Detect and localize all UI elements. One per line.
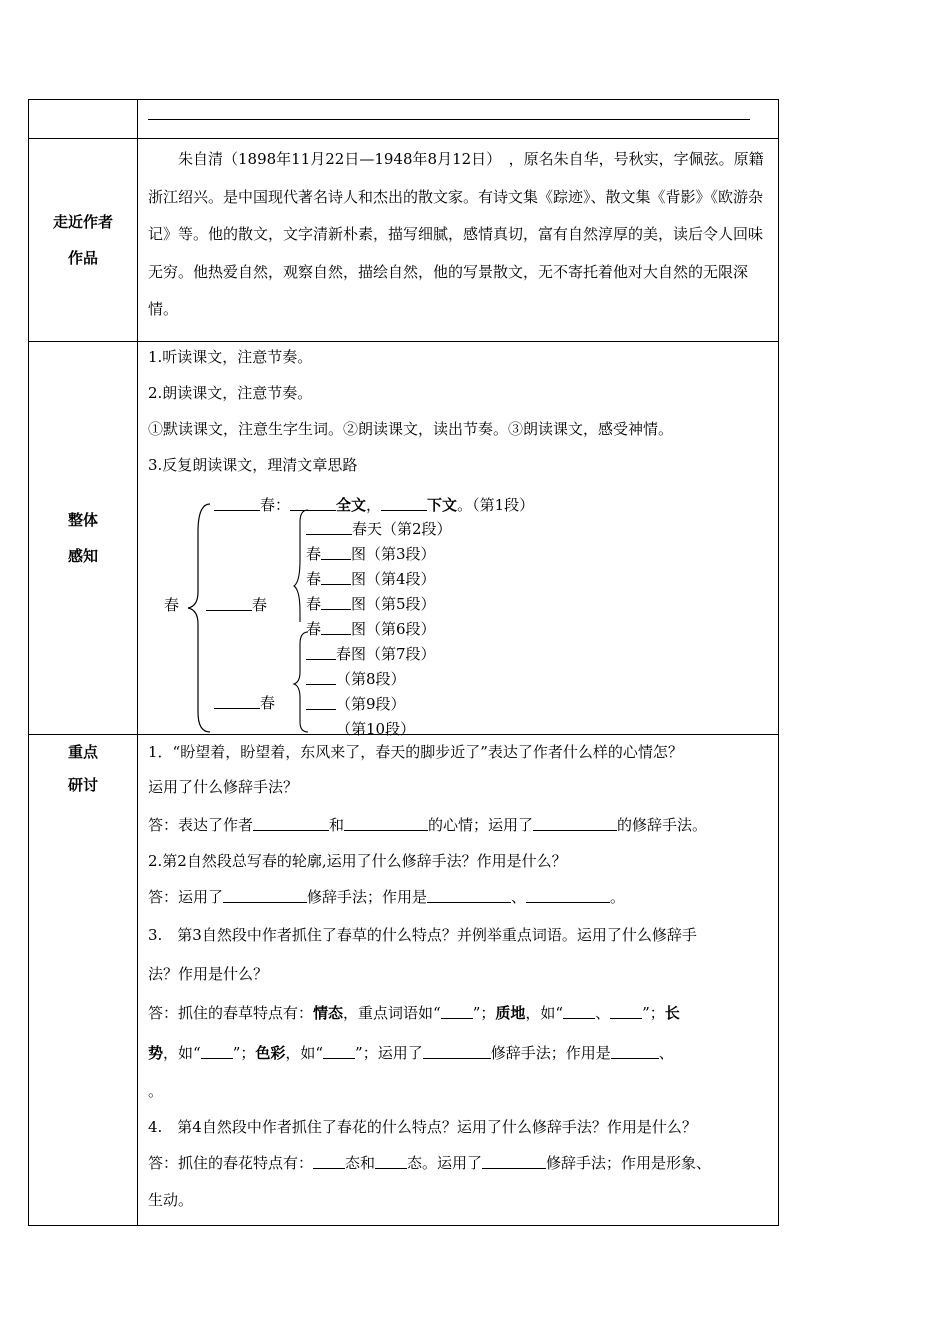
answer-text: 。 bbox=[610, 888, 626, 906]
answer-text: ，如“ bbox=[525, 1004, 564, 1022]
blank bbox=[223, 888, 307, 903]
answer-text: 、 bbox=[658, 1044, 674, 1062]
answer-3-line1 bbox=[148, 993, 770, 1033]
part3-item-text: 春图（第7段） bbox=[336, 645, 436, 663]
answer-text: ，如“ bbox=[285, 1044, 324, 1062]
part2-item-pre: 春 bbox=[306, 545, 322, 563]
answer-text: 和 bbox=[329, 816, 345, 834]
answer-4 bbox=[148, 1145, 770, 1181]
author-paragraph: 朱自清（1898年11月22日—1948年8月12日） ，原名朱自华，号秋实，字佩弦。原籍浙江绍兴。是中国现代著名诗人和杰出的散文家。有诗文集《踪迹》、散文集《背影》《欧游杂记》等。他的散文，文字清新朴素，描写细腻，感情真切，富有自然淳厚的美，读后令人回味无穷。他热爱自然，观察自然，描绘自然，他的写景散文，无不寄托着他对大自然的无限深情。 bbox=[148, 150, 764, 318]
overall-label-line2: 感知 bbox=[67, 547, 98, 565]
main-brace bbox=[188, 504, 210, 732]
answer-text: 答：运用了 bbox=[148, 888, 224, 906]
blank bbox=[306, 645, 336, 660]
blank bbox=[306, 520, 352, 535]
blank bbox=[611, 1044, 659, 1059]
part2-item-pre: 春 bbox=[306, 570, 322, 588]
question-2: 2.第2自然段总写春的轮廓,运用了什么修辞手法？作用是什么？ bbox=[148, 852, 567, 870]
answer-text: ”； bbox=[472, 1004, 496, 1022]
part1-bold2: 下文 bbox=[427, 496, 458, 514]
author-content bbox=[138, 139, 779, 342]
part3-item-text: （第8段） bbox=[336, 670, 406, 688]
author-label-line2: 作品 bbox=[67, 249, 98, 267]
blank-content-cell bbox=[138, 100, 779, 139]
blank-row bbox=[29, 100, 779, 139]
question-3-cont: 法？作用是什么？ bbox=[148, 965, 269, 983]
part2-item-text: 图（第4段） bbox=[351, 570, 436, 588]
tree-part2-label bbox=[206, 594, 267, 615]
blank bbox=[253, 816, 329, 831]
step-2: 2.朗读课文，注意节奏。 bbox=[148, 384, 313, 402]
part3-item-text: （第10段） bbox=[336, 720, 416, 738]
answer-4-cont: 生动。 bbox=[148, 1191, 194, 1209]
answer-2 bbox=[148, 879, 770, 915]
part2-item bbox=[306, 593, 436, 614]
blank bbox=[321, 570, 351, 585]
blank bbox=[290, 496, 336, 511]
blank bbox=[321, 595, 351, 610]
part3-label: 春 bbox=[260, 694, 276, 712]
overall-content bbox=[138, 342, 779, 738]
blank bbox=[321, 545, 351, 560]
key-label-line2: 研讨 bbox=[67, 776, 98, 794]
part2-item bbox=[306, 568, 436, 589]
part2-label: 春 bbox=[252, 596, 268, 614]
blank bbox=[321, 620, 351, 635]
blank bbox=[427, 888, 511, 903]
blank bbox=[323, 1044, 355, 1059]
author-label-line1: 走近作者 bbox=[52, 213, 113, 231]
step-2-sub: ①默读课文，注意生字生词。②朗读课文，读出节奏。③朗读课文，感受神情。 bbox=[148, 420, 674, 438]
part2-item bbox=[306, 618, 436, 639]
part2-item bbox=[306, 518, 452, 539]
question-1-cont: 运用了什么修辞手法？ bbox=[148, 778, 299, 796]
blank-label-cell bbox=[29, 100, 138, 139]
answer-text: 答：抓住的春花特点有： bbox=[148, 1154, 314, 1172]
blank bbox=[344, 816, 428, 831]
overall-label bbox=[29, 342, 138, 735]
key-content bbox=[138, 735, 779, 1226]
tree-part3-label bbox=[214, 692, 275, 713]
answer-bold: 色彩 bbox=[255, 1044, 286, 1062]
answer-text: 修辞手法；作用是 bbox=[490, 1044, 611, 1062]
answer-bold: 长 bbox=[664, 1004, 680, 1022]
blank bbox=[214, 496, 260, 511]
part2-item-text: 图（第6段） bbox=[351, 620, 436, 638]
blank bbox=[306, 720, 336, 735]
blank bbox=[201, 1044, 233, 1059]
question-1: 1．“盼望着，盼望着，东风来了，春天的脚步近了”表达了作者什么样的心情怎？ bbox=[148, 743, 683, 761]
blank bbox=[206, 596, 252, 611]
answer-text: ，重点词语如“ bbox=[343, 1004, 441, 1022]
writing-line bbox=[148, 119, 750, 120]
part1-text: 春： bbox=[260, 496, 291, 514]
answer-bold: 质地 bbox=[495, 1004, 526, 1022]
answer-text: ”； bbox=[642, 1004, 665, 1022]
part3-item bbox=[306, 668, 406, 689]
part2-item-text: 图（第3段） bbox=[351, 545, 436, 563]
question-3: 3. 第3自然段中作者抓住了春草的什么特点？并例举重点词语。运用了什么修辞手 bbox=[148, 926, 697, 944]
answer-text: 答：抓住的春草特点有： bbox=[148, 1004, 314, 1022]
answer-text: 的心情；运用了 bbox=[428, 816, 534, 834]
key-row bbox=[29, 735, 779, 1226]
blank bbox=[306, 695, 336, 710]
answer-text: 的修辞手法。 bbox=[617, 816, 708, 834]
author-label bbox=[29, 139, 138, 342]
answer-text: ，如“ bbox=[163, 1044, 201, 1062]
answer-text: ”； bbox=[232, 1044, 256, 1062]
answer-text: 修辞手法；作用是形象、 bbox=[546, 1154, 712, 1172]
blank bbox=[482, 1154, 546, 1169]
answer-text: 、 bbox=[511, 888, 527, 906]
answer-3-line3: 。 bbox=[148, 1082, 164, 1100]
key-label-line1: 重点 bbox=[67, 743, 98, 761]
answer-3-line2 bbox=[148, 1033, 770, 1073]
answer-text: 修辞手法；作用是 bbox=[307, 888, 428, 906]
blank bbox=[610, 1004, 642, 1019]
question-4: 4. 第4自然段中作者抓住了春花的什么特点？运用了什么修辞手法？作用是什么？ bbox=[148, 1118, 697, 1136]
answer-bold: 势 bbox=[148, 1044, 164, 1062]
tree-root: 春 bbox=[164, 596, 180, 614]
part3-item bbox=[306, 693, 406, 714]
answer-text: ”；运用了 bbox=[355, 1044, 423, 1062]
step-1: 1.听读课文，注意节奏。 bbox=[148, 348, 313, 366]
part1-bold1: 全文 bbox=[336, 496, 367, 514]
blank bbox=[533, 816, 617, 831]
answer-1 bbox=[148, 807, 770, 843]
blank bbox=[526, 888, 610, 903]
part2-item bbox=[306, 543, 436, 564]
overall-row bbox=[29, 342, 779, 735]
answer-text: 答：表达了作者 bbox=[148, 816, 254, 834]
author-row bbox=[29, 139, 779, 342]
blank bbox=[313, 1154, 345, 1169]
blank bbox=[423, 1044, 491, 1059]
blank bbox=[306, 670, 336, 685]
blank bbox=[381, 496, 427, 511]
answer-text: 态和 bbox=[345, 1154, 376, 1172]
worksheet-table bbox=[28, 99, 779, 1226]
answer-text: 、 bbox=[595, 1004, 611, 1022]
part2-item-text: 图（第5段） bbox=[351, 595, 436, 613]
part2-item-text: 春天（第2段） bbox=[352, 520, 452, 538]
part3-item-text: （第9段） bbox=[336, 695, 406, 713]
tree-part1 bbox=[214, 494, 534, 515]
part3-item bbox=[306, 718, 415, 739]
blank bbox=[375, 1154, 407, 1169]
blank bbox=[214, 694, 260, 709]
part2-item-pre: 春 bbox=[306, 595, 322, 613]
step-3: 3.反复朗读课文，理清文章思路 bbox=[148, 456, 358, 474]
answer-text: 态。运用了 bbox=[407, 1154, 483, 1172]
part1-tail: 。（第1段） bbox=[457, 496, 535, 514]
overall-label-line1: 整体 bbox=[67, 511, 98, 529]
part2-item-pre: 春 bbox=[306, 620, 322, 638]
answer-bold: 情态 bbox=[313, 1004, 344, 1022]
key-label bbox=[29, 735, 138, 1226]
part3-item bbox=[306, 643, 436, 664]
blank bbox=[441, 1004, 473, 1019]
part1-sep: ， bbox=[366, 496, 382, 514]
blank bbox=[563, 1004, 595, 1019]
